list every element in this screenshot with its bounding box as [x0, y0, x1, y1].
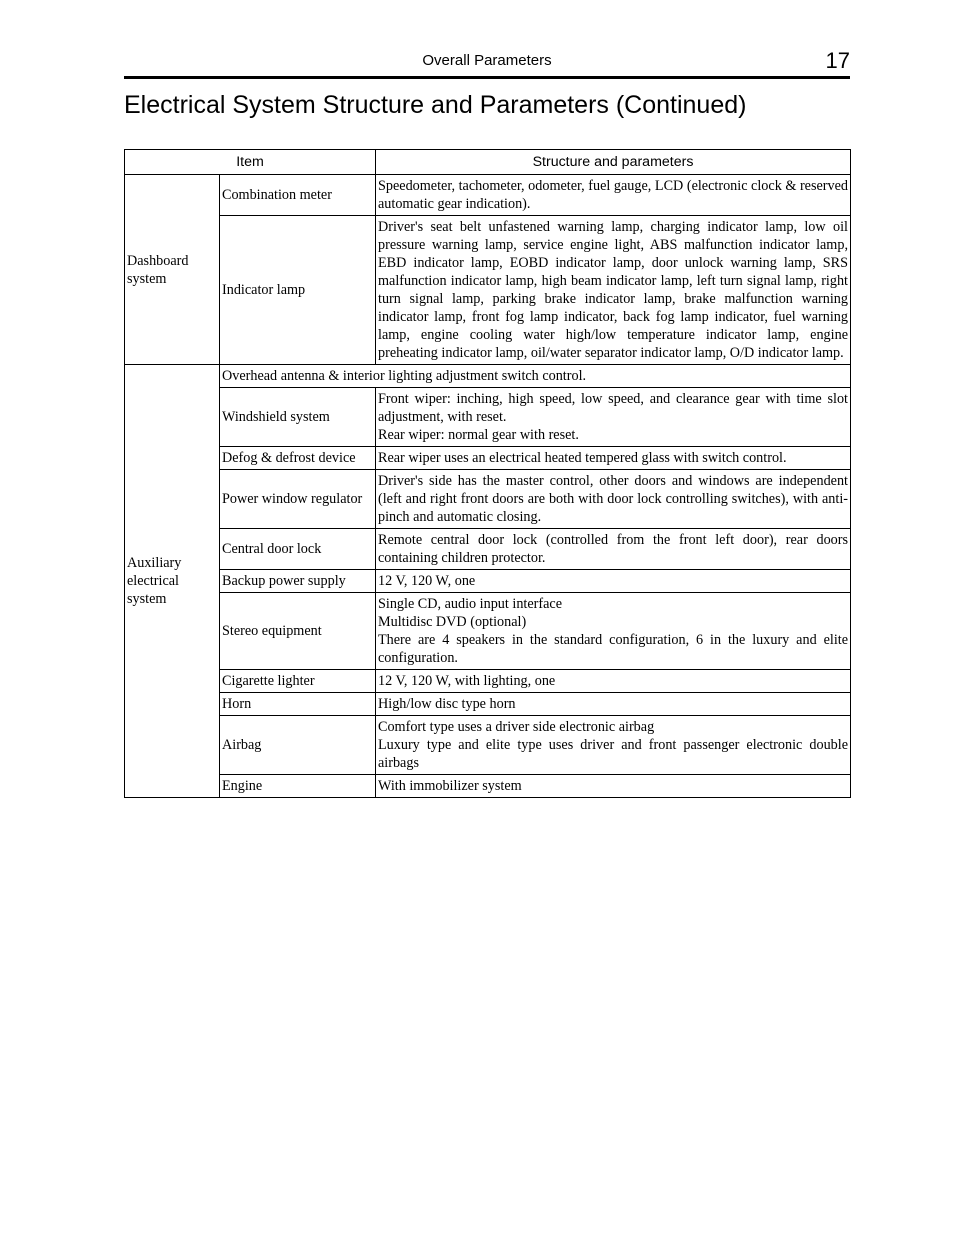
parameters-cell	[376, 570, 851, 593]
table-row	[125, 693, 851, 716]
category-cell-auxiliary: Auxiliary electrical system	[125, 365, 220, 798]
parameters-cell	[376, 716, 851, 775]
parameter-line: High/low disc type horn	[378, 696, 516, 712]
parameter-line: Rear wiper: normal gear with reset.	[378, 427, 579, 443]
parameter-line: Multidisc DVD (optional)	[378, 614, 527, 630]
table-row	[125, 216, 851, 365]
table-row	[125, 716, 851, 775]
table-header-row	[125, 150, 851, 175]
item-cell: Stereo equipment	[220, 593, 376, 670]
item-cell: Airbag	[220, 716, 376, 775]
parameter-line: Luxury type and elite type uses driver and front passenger electronic double airbags	[378, 737, 848, 771]
table-row	[125, 175, 851, 216]
parameter-line: Rear wiper uses an electrical heated tempered glass with switch control.	[378, 450, 787, 466]
parameter-line: 12 V, 120 W, with lighting, one	[378, 673, 556, 689]
parameters-cell	[376, 470, 851, 529]
table-row	[125, 670, 851, 693]
item-cell: Windshield system	[220, 388, 376, 447]
table-row	[125, 593, 851, 670]
overhead-antenna-cell: Overhead antenna & interior lighting adjustment switch control.	[220, 365, 851, 388]
parameters-cell	[376, 529, 851, 570]
item-cell: Indicator lamp	[220, 216, 376, 365]
parameter-line: 12 V, 120 W, one	[378, 573, 476, 589]
parameter-line: There are 4 speakers in the standard configuration, 6 in the luxury and elite configuration.	[378, 632, 848, 666]
item-cell: Cigarette lighter	[220, 670, 376, 693]
parameter-line: Speedometer, tachometer, odometer, fuel gauge, LCD (electronic clock & reserved automatic gear indication).	[378, 178, 848, 212]
parameters-cell	[376, 175, 851, 216]
page-title: Electrical System Structure and Parameters (Continued)	[124, 91, 747, 119]
page-number: 17	[825, 48, 850, 73]
running-title: Overall Parameters	[422, 52, 552, 69]
parameters-cell	[376, 216, 851, 365]
parameter-line: Single CD, audio input interface	[378, 596, 563, 612]
parameters-cell	[376, 388, 851, 447]
column-header-parameters: Structure and parameters	[376, 150, 851, 175]
parameter-line: Driver's side has the master control, other doors and windows are independent (left and right front doors are both with door lock controlling switches), with anti-pinch and automatic closing.	[378, 473, 848, 525]
item-cell: Combination meter	[220, 175, 376, 216]
parameters-cell	[376, 775, 851, 798]
parameter-line: Driver's seat belt unfastened warning lamp, charging indicator lamp, low oil pressure warning lamp, service engine light, ABS malfunction indicator lamp, EBD indicator lamp, EOBD indicator lamp, door unlock warning lamp, SRS malfunction indicator lamp, high beam indicator lamp, left turn signal lamp, right turn signal lamp, parking brake indicator lamp, brake malfunction warning indicator lamp, front fog lamp indicator, back fog lamp indicator, fuel warning lamp, engine cooling water high/low temperature indicator lamp, engine preheating indicator lamp, oil/water separator indicator lamp, O/D indicator lamp.	[378, 219, 848, 361]
item-cell: Defog & defrost device	[220, 447, 376, 470]
item-cell: Backup power supply	[220, 570, 376, 593]
parameter-line: Comfort type uses a driver side electronic airbag	[378, 719, 655, 735]
parameter-line: With immobilizer system	[378, 778, 522, 794]
running-header	[124, 50, 850, 79]
parameters-table	[124, 149, 851, 798]
table-row	[125, 529, 851, 570]
item-cell: Horn	[220, 693, 376, 716]
parameter-line: Remote central door lock (controlled from the front left door), rear doors containing children protector.	[378, 532, 848, 566]
category-cell-dashboard: Dashboard system	[125, 175, 220, 365]
parameters-cell	[376, 670, 851, 693]
parameters-cell	[376, 693, 851, 716]
column-header-item: Item	[125, 150, 376, 175]
parameters-cell	[376, 593, 851, 670]
table-row	[125, 365, 851, 388]
table-row	[125, 470, 851, 529]
table-row	[125, 570, 851, 593]
table-row	[125, 775, 851, 798]
item-cell: Central door lock	[220, 529, 376, 570]
item-cell: Engine	[220, 775, 376, 798]
parameter-line: Front wiper: inching, high speed, low speed, and clearance gear with time slot adjustment, with reset.	[378, 391, 848, 425]
parameters-cell	[376, 447, 851, 470]
table-row	[125, 447, 851, 470]
item-cell: Power window regulator	[220, 470, 376, 529]
table-row	[125, 388, 851, 447]
